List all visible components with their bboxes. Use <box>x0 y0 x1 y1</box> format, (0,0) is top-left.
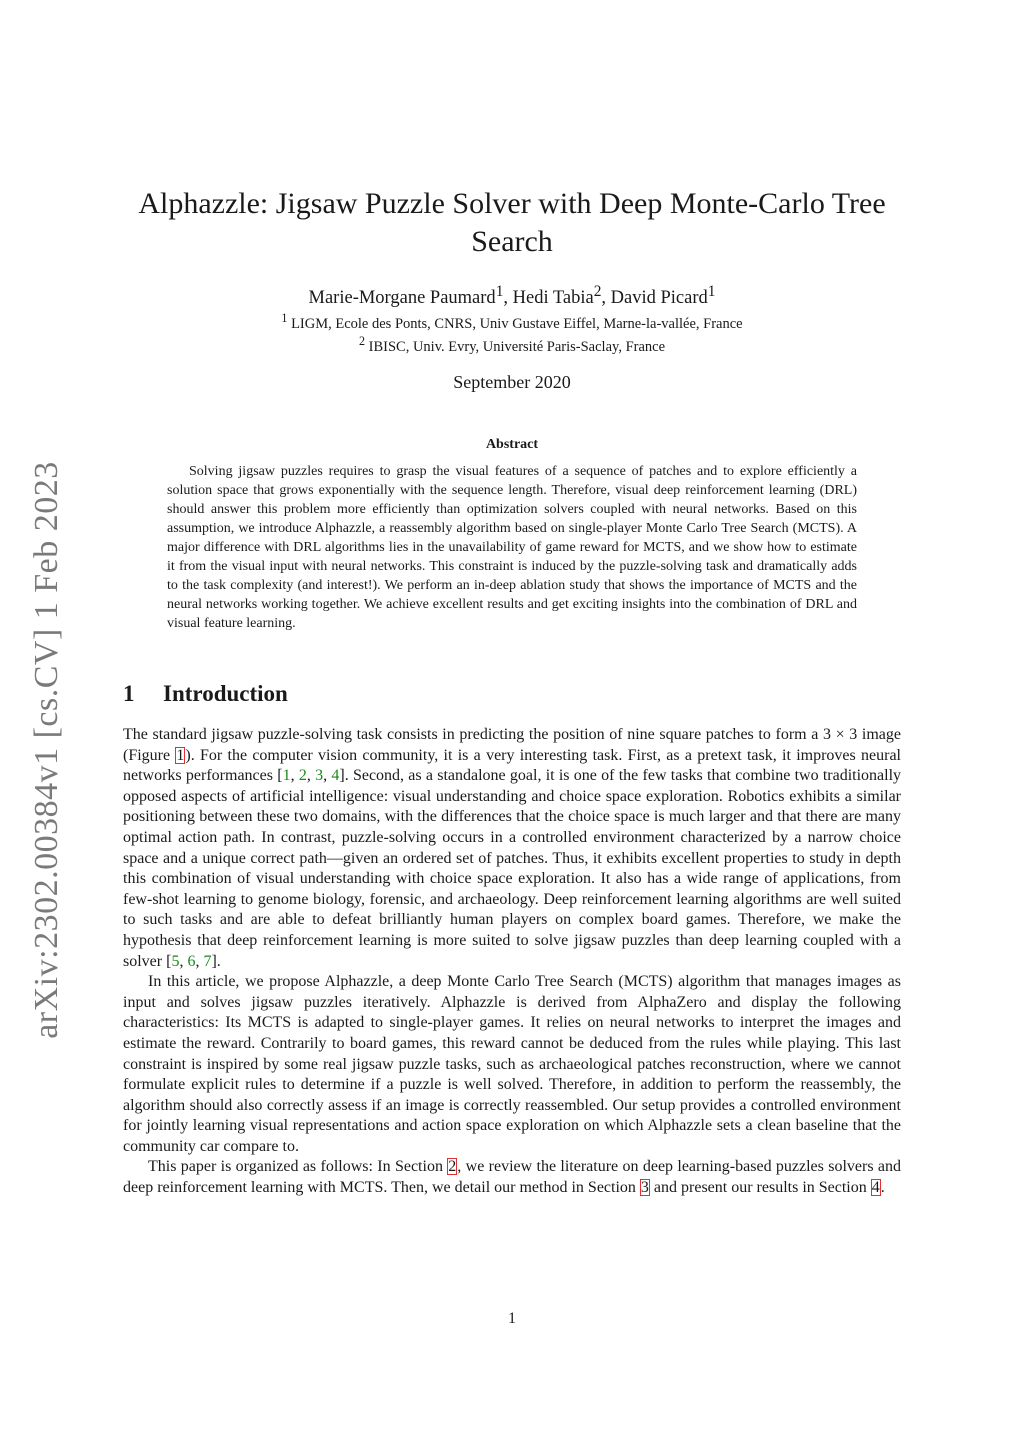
text-run: This paper is organized as follows: In Section <box>148 1158 448 1176</box>
text-run: ]. <box>211 952 221 970</box>
section-link[interactable]: 2 <box>448 1158 457 1176</box>
citation-link[interactable]: 1 <box>282 767 291 785</box>
paper-title: Alphazzle: Jigsaw Puzzle Solver with Deep Monte-Carlo Tree Search <box>138 187 886 258</box>
figure-link[interactable]: 1 <box>176 746 185 764</box>
paragraph: The standard jigsaw puzzle-solving task consists in predicting the position of nine square patches to form a 3 × 3 image (Figure 1). For the computer vision community, it is a very interesting task. First, as a pretext task, it improves neural networks performances [1, 2, 3, 4]. Second, as a standalone goal, it is one of the few tasks that combine two traditionally opposed aspects of artificial intelligence: visual understanding and choice space exploration. Robotics exhibits a similar positioning between these two domains, with the differences that the choice space is much larger and that there are many optimal action path. In contrast, puzzle-solving occurs in a controlled environment characterized by a narrow choice space and a unique correct path—given an ordered set of patches. Thus, it exhibits excellent properties to study in depth this combination of visual understanding with choice space exploration. It also has a wide range of applications, from few-shot learning to genome biology, forensic, and archaeology. Deep reinforcement learning algorithms are well suited to such tasks and are able to defeat brilliantly human players on complex board games. Therefore, we make the hypothesis that deep reinforcement learning is more suited to solve jigsaw puzzles than deep learning coupled with a solver [5, 6, 7]. <box>123 726 902 970</box>
section-title: Introduction <box>163 681 288 706</box>
affiliation-text: IBISC, Univ. Evry, Université Paris-Saclay, France <box>368 338 666 355</box>
text-run: . <box>880 1179 885 1197</box>
author-affiliation-mark: 1 <box>495 283 504 300</box>
author-affiliation-mark: 1 <box>707 283 716 300</box>
citation-link[interactable]: 5 <box>171 952 180 970</box>
text-run: , we review the literature on deep learning-based puzzles solvers and deep reinforcement learning with MCTS. Then, we detail our method in Section <box>123 1158 902 1197</box>
section-link[interactable]: 4 <box>871 1179 880 1197</box>
citation-link[interactable]: 3 <box>315 767 324 785</box>
citation-link[interactable]: 6 <box>187 952 196 970</box>
author-name: David Picard <box>610 288 708 309</box>
section-heading <box>123 681 288 707</box>
text-run: ). For the computer vision community, it is a very interesting task. First, as a pretext task, it improves neural networks performances [ <box>123 746 901 785</box>
author-name: Marie-Morgane Paumard <box>308 288 496 309</box>
affiliation <box>0 311 1024 333</box>
section-body <box>123 725 901 1199</box>
arxiv-identifier <box>18 460 76 1040</box>
text-run: ]. Second, as a standalone goal, it is one of the few tasks that combine two traditionally opposed aspects of artificial intelligence: visual understanding and choice space exploration. Robotics exhibits a similar positioning between these two domains, with the differences that the choice space is much larger and that there are many optimal action path. In contrast, puzzle-solving occurs in a controlled environment characterized by a narrow choice space and a unique correct path—given an ordered set of patches. Thus, it exhibits excellent properties to study in depth this combination of visual understanding with choice space exploration. It also has a wide range of applications, from few-shot learning to genome biology, forensic, and archaeology. Deep reinforcement learning algorithms are well suited to such tasks and are able to defeat brilliantly human players on complex board games. Therefore, we make the hypothesis that deep reinforcement learning is more suited to solve jigsaw puzzles than deep learning coupled with a solver [ <box>123 767 902 970</box>
page-number: 1 <box>508 1310 516 1327</box>
affiliation-mark: 1 <box>281 311 288 325</box>
author-list: Marie-Morgane Paumard$^1$, Hedi Tabia$^2$, David Picard$^1$ <box>308 283 716 309</box>
paragraph <box>123 1157 901 1198</box>
citation-link[interactable]: 7 <box>203 952 212 970</box>
affiliation <box>0 334 1024 356</box>
citation-link[interactable]: 4 <box>331 767 340 785</box>
publication-date: September 2020 <box>453 372 571 392</box>
text-run: The standard jigsaw puzzle-solving task consists in predicting the position of nine square patches to form a 3 × 3 image (Figure <box>123 726 901 764</box>
paragraph: In this article, we propose Alphazzle, a deep Monte Carlo Tree Search (MCTS) algorithm that manages images as input and solves jigsaw puzzles iteratively. Alphazzle is derived from AlphaZero and display the following characteristics: Its MCTS is adapted to single-player games. It relies on neural networks to interpret the images and estimate the reward. Contrarily to board games, this reward cannot be deduced from the rules while playing. This last constraint is inspired by some real jigsaw puzzle tasks, such as archaeological patches reconstruction, where we cannot formulate explicit rules to determine if a puzzle is well solved. Therefore, in addition to perform the reassembly, the algorithm should also correctly assess if an image is correctly reassembled. Our setup provides a controlled environment for jointly learning visual representations and action space exploration on which Alphazzle sets a clean baseline that the community car compare to. <box>123 973 901 1155</box>
section-link[interactable]: 3 <box>640 1179 649 1197</box>
arxiv-identifier-text: arXiv:2302.00384v1 [cs.CV] 1 Feb 2023 <box>28 461 65 1039</box>
affiliation-mark: 2 <box>358 334 366 348</box>
affiliation-text: LIGM, Ecole des Ponts, CNRS, Univ Gustave Eiffel, Marne-la-vallée, France <box>291 315 743 332</box>
author-name: Hedi Tabia <box>512 288 594 309</box>
author-affiliation-mark: 2 <box>593 283 602 300</box>
text-run: and present our results in Section <box>649 1179 871 1197</box>
abstract-heading: Abstract <box>485 437 539 452</box>
section-number: 1 <box>123 681 135 706</box>
abstract-text: Solving jigsaw puzzles requires to grasp the visual features of a sequence of patches and to explore efficiently a solution space that grows exponentially with the sequence length. Therefore, visual deep reinforcement learning (DRL) should answer this problem more efficiently than optimization solvers coupled with neural networks. Based on this assumption, we introduce Alphazzle, a reassembly algorithm based on single-player Monte Carlo Tree Search (MCTS). A major difference with DRL algorithms lies in the unavailability of game reward for MCTS, and we show how to estimate it from the visual input with neural networks. This constraint is induced by the puzzle-solving task and dramatically adds to the task complexity (and interest!). We perform an in-deep ablation study that shows the importance of MCTS and the neural networks working together. We achieve excellent results and get exciting insights into the combination of DRL and visual feature learning. <box>167 464 857 631</box>
citation-link[interactable]: 2 <box>298 767 307 785</box>
